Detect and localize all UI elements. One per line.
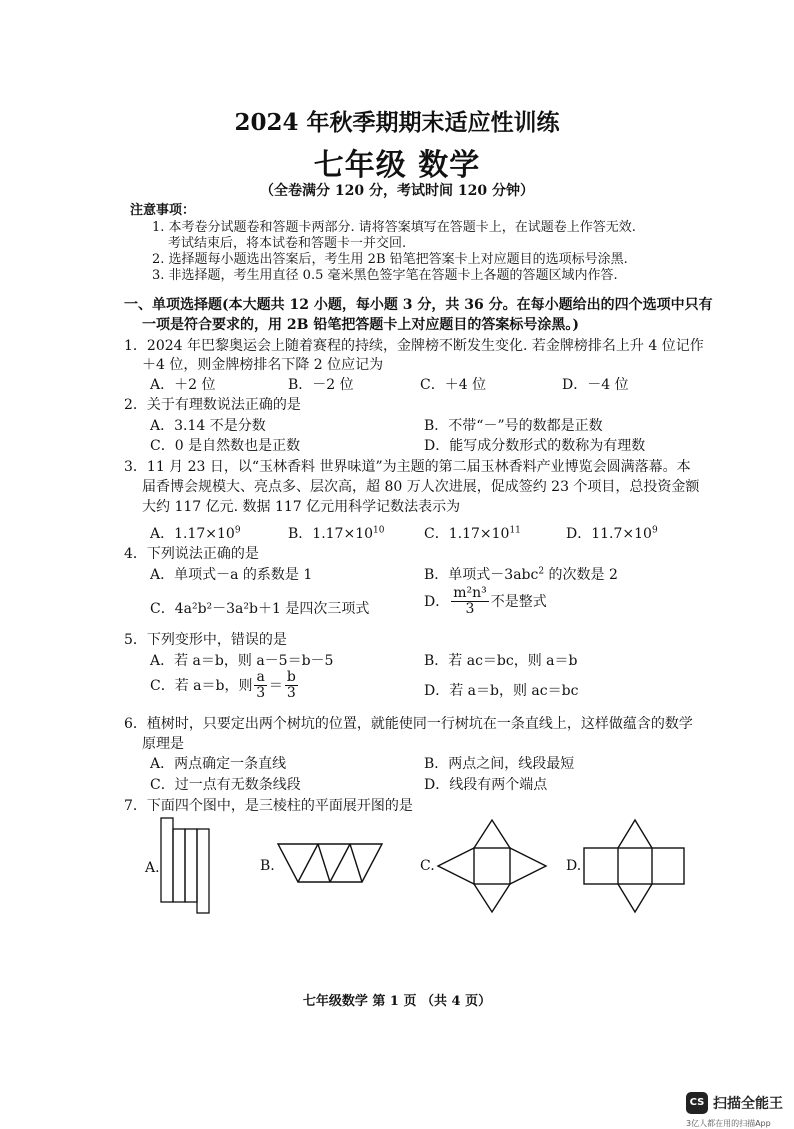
q4-option-a: A．单项式－a 的系数是 1 (150, 567, 313, 583)
q6-option-d: D．线段有两个端点 (424, 777, 548, 793)
question-3-stem: 3．11 月 23 日，以“玉林香料 世界味道”为主题的第二届玉林香料产业博览会圆满落幕。本 (124, 459, 691, 475)
note-line: 3. 非选择题，考生用直径 0.5 毫米黑色签字笔在答题卡上各题的答题区域内作答. (152, 268, 618, 283)
note-line: 2. 选择题每小题选出答案后，考生用 2B 铅笔把答案卡上对应题目的选项标号涂黑. (152, 252, 628, 267)
q7-label-d: D. (566, 858, 582, 874)
q7-label-a: A. (145, 860, 160, 876)
question-3-stem-cont: 大约 117 亿元. 数据 117 亿元用科学记数法表示为 (142, 499, 461, 515)
q3-option-d: D．$11.7\times 10^9$ (566, 525, 658, 542)
q2-option-d: D．能写成分数形式的数称为有理数 (424, 438, 646, 454)
q2-option-b: B．不带“－”号的数都是正数 (424, 418, 603, 434)
net-figure-a (160, 817, 216, 915)
q4-option-d: D． $\frac{\text{m²n³}}{3}$ 不是整式 (424, 585, 547, 617)
fraction: $\frac{b}{3}$ (286, 669, 296, 701)
exam-title: 2024 年秋季期期末适应性训练 (234, 109, 560, 136)
note-line: 考试结束后，将本试卷和答题卡一并交回. (168, 236, 407, 251)
q5-option-d: D．若 a＝b，则 ac＝bc (424, 683, 579, 699)
q3-option-c: C．$1.17\times 10^{11}$ (424, 525, 521, 542)
q6-option-c: C．过一点有无数条线段 (150, 777, 301, 793)
net-figure-c (436, 818, 548, 914)
camscanner-logo-icon: CS (686, 1092, 708, 1114)
question-1-stem: 1．2024 年巴黎奥运会上随着赛程的持续，金牌榜不断发生变化. 若金牌榜排名上升 4 位记作 (124, 338, 704, 354)
question-4-stem: 4．下列说法正确的是 (124, 546, 259, 562)
q5-option-c: C．若 a＝b，则 $\frac{a}{3}$ ＝ $\frac{b}{3}$ (150, 669, 296, 701)
q4-option-c: C．4a²b²－3a²b＋1 是四次三项式 (150, 601, 370, 617)
q7-label-b: B. (260, 858, 275, 874)
exam-info: （全卷满分 120 分，考试时间 120 分钟） (260, 183, 534, 199)
question-2-stem: 2．关于有理数说法正确的是 (124, 397, 301, 413)
question-6-stem: 6．植树时，只要定出两个树坑的位置，就能使同一行树坑在一条直线上，这样做蕴含的数学 (124, 716, 693, 732)
notes-heading: 注意事项： (130, 203, 196, 218)
q1-option-b: B．－2 位 (288, 377, 354, 393)
brand-tagline: 3亿人都在用的扫描App (686, 1119, 771, 1128)
q6-option-b: B．两点之间，线段最短 (424, 756, 575, 772)
q3-option-a: A．$1.17\times 10^9$ (150, 525, 241, 542)
page-footer: 七年级数学 第 1 页 （共 4 页） (302, 994, 492, 1009)
q4-option-b: B．单项式－3abc$^2$ 的次数是 2 (424, 566, 618, 583)
q1-option-c: C．＋4 位 (420, 377, 487, 393)
q5-option-b: B．若 ac＝bc，则 a＝b (424, 653, 578, 669)
net-figure-b (276, 842, 386, 884)
q5-option-a: A．若 a＝b，则 a－5＝b－5 (150, 653, 334, 669)
q7-label-c: C. (420, 858, 435, 874)
q1-option-d: D．－4 位 (562, 377, 629, 393)
question-5-stem: 5．下列变形中，错误的是 (124, 632, 287, 648)
question-7-stem: 7．下面四个图中，是三棱柱的平面展开图的是 (124, 798, 413, 814)
question-3-stem-cont: 届香博会规模大、亮点多、层次高，超 80 万人次进展，促成签约 23 个项目，总投资金额 (142, 479, 700, 495)
scanner-watermark (686, 1092, 786, 1128)
net-figure-d (582, 818, 686, 914)
question-1-stem-cont: ＋4 位，则金牌榜排名下降 2 位应记为 (142, 357, 384, 373)
exam-subject: 七年级 数学 (313, 148, 481, 183)
question-6-stem-cont: 原理是 (142, 736, 184, 752)
note-line: 1. 本考卷分试题卷和答题卡两部分. 请将答案填写在答题卡上，在试题卷上作答无效. (152, 220, 636, 235)
section-heading-cont: 一项是符合要求的，用 2B 铅笔把答题卡上对应题目的答案标号涂黑。) (142, 317, 579, 333)
q2-option-a: A．3.14 不是分数 (150, 418, 266, 434)
q1-option-a: A．＋2 位 (150, 377, 216, 393)
brand-name: 扫描全能王 (713, 1096, 783, 1112)
q6-option-a: A．两点确定一条直线 (150, 756, 287, 772)
section-heading: 一、单项选择题(本大题共 12 小题，每小题 3 分，共 36 分。在每小题给出的四个选项中只有 (124, 297, 713, 313)
q2-option-c: C．0 是自然数也是正数 (150, 438, 301, 454)
fraction: $\frac{\text{m²n³}}{3}$ (453, 585, 487, 617)
q3-option-b: B．$1.17\times 10^{10}$ (288, 525, 385, 542)
fraction: $\frac{a}{3}$ (256, 669, 266, 701)
